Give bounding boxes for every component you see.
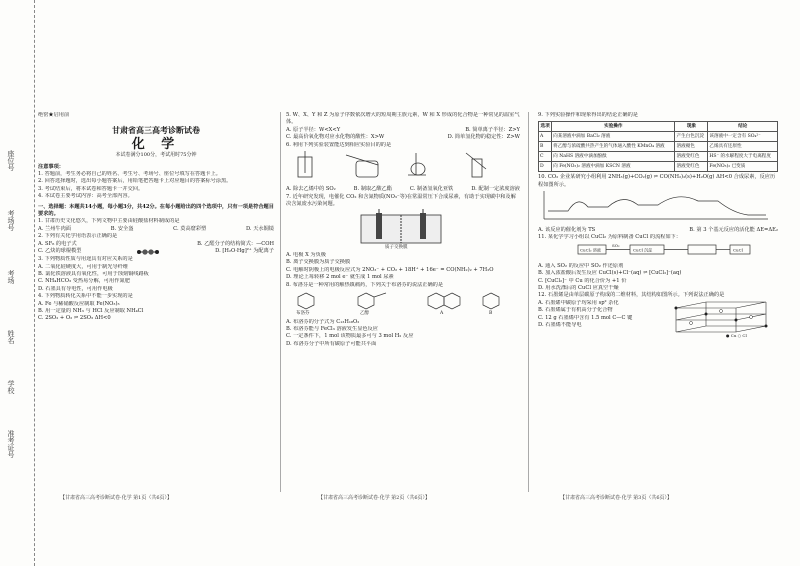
option: D. 简单氢化物的稳定性：Z>W xyxy=(447,134,520,141)
membrane-label: 质子交换膜 xyxy=(385,244,408,249)
page-footer: 【甘肃省高三高考诊断试卷·化学 第3页（共6页）】 xyxy=(560,495,673,501)
question-2-options xyxy=(38,241,274,248)
flow-box-label: SO₂ xyxy=(612,243,620,249)
page-2-column xyxy=(286,112,520,492)
table-cell: 向 NaHS 溶液中滴加酚酞 xyxy=(552,152,675,162)
table-cell: 产生白色沉淀 xyxy=(675,132,708,142)
option: A. 石墨烯中碳原子均采用 sp² 杂化 xyxy=(538,299,619,306)
column-divider xyxy=(280,112,281,492)
table-cell: 乙烯具有还原性 xyxy=(708,142,778,152)
confidential-tag: 绝密★启用前 xyxy=(38,112,70,118)
binding-label: 学校 xyxy=(7,380,15,394)
notice-title: 注意事项： xyxy=(38,163,64,170)
question-5-options xyxy=(286,134,520,141)
table-cell: A xyxy=(539,132,552,142)
option: C. 制备氢氧化亚铁 xyxy=(409,186,454,193)
question-9: 9. 下列实验操作和现象得出的结论正确的是 xyxy=(538,112,638,118)
option: A. 该反应的催化剂为 TS xyxy=(538,226,596,233)
question-2: 2. 下列有关化学用语表示正确的是 xyxy=(38,233,118,240)
option: D. [H₂O·Hg]²⁺ 为配离子 xyxy=(215,248,274,255)
option: D. 配制一定浓度溶液 xyxy=(471,186,520,193)
option: C. 电解时阴极上的电极反应式为 2NO₃⁻ + CO₂ + 18H⁺ + 16e⁻ = CO(NH₂)₂ + 7H₂O xyxy=(286,266,494,273)
option: A. 布洛芬的分子式为 C₁₃H₁₈O₂ xyxy=(286,318,360,325)
table-row xyxy=(539,152,778,162)
table-row xyxy=(539,162,778,172)
ball-stick-model-icon xyxy=(136,248,160,256)
option: B. 第 3 个基元反应的活化能 ΔE=ΔE₂ xyxy=(689,226,778,233)
subject-title: 化 学 xyxy=(131,136,181,152)
table-cell: 向某溶液中滴加 BaCl₂ 溶液 xyxy=(552,132,675,142)
question-8: 8. 布洛芬是一种常用的解热镇痛药，下列关于布洛芬的说法正确的是 xyxy=(286,281,444,288)
option: B. 布洛芬能与 FeCl₃ 溶液发生显色反应 xyxy=(286,325,378,332)
structure-label: 布洛芬 xyxy=(296,311,310,316)
notice-item: 4. 本试卷主要考试内容：高考全部内容。 xyxy=(38,193,133,200)
table-header: 选项 xyxy=(539,122,552,132)
option: D. 石墨具有导电性，可用作电极 xyxy=(38,285,113,292)
table-row xyxy=(539,142,778,152)
option: B. 制取乙酸乙酯 xyxy=(353,186,392,193)
table-header: 现象 xyxy=(675,122,708,132)
flow-box-label: CuCl 沉淀 xyxy=(633,247,653,253)
binding-label: 考场号 xyxy=(7,210,15,231)
option: D. 用水洗涤后的 CuCl 应真空干燥 xyxy=(538,285,619,292)
option: C. 莫高窟彩塑 xyxy=(173,225,207,232)
table-header: 实验操作 xyxy=(552,122,675,132)
table-header-row xyxy=(539,122,778,132)
structure-label: 乙醇 xyxy=(360,311,369,316)
option: C. 2SO₂ + O₂ ⇌ 2SO₃ ΔH<0 xyxy=(38,315,111,322)
exam-title: 甘肃省高三高考诊断试卷 xyxy=(112,125,200,136)
flow-box-label: CuCl xyxy=(733,247,743,253)
structure-label: A xyxy=(440,311,444,316)
table-cell: C xyxy=(539,152,552,162)
table-header: 结论 xyxy=(708,122,778,132)
table-cell: D xyxy=(539,162,552,172)
binding-label: 姓名 xyxy=(7,330,15,344)
table-cell: Fe(NO₃)₂ 已变质 xyxy=(708,162,778,172)
question-3: 3. 下列物质性质与用途具有对应关系的是 xyxy=(38,256,133,263)
notice-item: 1. 答题前，考生务必将自己的姓名、考生号、考场号、座位号填写在答题卡上。 xyxy=(38,171,221,178)
binding-label: 座位号 xyxy=(7,150,15,171)
question-12-options xyxy=(538,300,658,330)
option: B. 离子交换膜为质子交换膜 xyxy=(286,259,351,266)
electrolysis-cell-figure xyxy=(286,209,516,249)
option: C. 12 g 石墨烯中含有 1.5 mol C—C 键 xyxy=(538,314,633,321)
option: A. Fe 与稀硝酸反应制取 Fe(NO₃)₃ xyxy=(38,300,120,307)
question-10-options xyxy=(538,227,778,234)
option: B. 石墨烯属于有机高分子化合物 xyxy=(538,307,613,314)
table-cell: 将乙醇与浓硫酸共热产生的气体通入酸性 KMnO₄ 溶液 xyxy=(552,142,675,152)
lattice-legend: ● Cu ○ Cl xyxy=(726,332,747,338)
page-1-column xyxy=(38,112,274,492)
option: A. SF₆ 的电子式 xyxy=(38,240,77,247)
option: D. 天水铜镜 xyxy=(245,225,274,232)
question-2-options xyxy=(38,248,274,256)
question-12: 12. 石墨烯是由单层碳原子构成的二维材料，其结构如图所示。下列说法正确的是 xyxy=(538,292,725,299)
table-cell: 溶液变红色 xyxy=(675,162,708,172)
table-cell: 向 Fe(NO₃)₂ 溶液中滴加 KSCN 溶液 xyxy=(552,162,675,172)
binding-label: 考场 xyxy=(7,270,15,284)
question-7: 7. 近年研究发现，电催化 CO₂ 和含氮物质(NO₃⁻等)在常温常压下合成尿素，有助于实现碳中和及解决含氮废水污染问题。 xyxy=(286,193,516,208)
structure-label: B xyxy=(489,311,493,316)
option: A. 电极 X 为负极 xyxy=(286,252,326,259)
option: A. 除去乙烯中的 SO₂ xyxy=(286,186,336,193)
option: C. [CuCl₂]⁻ 中 Cu 的化合价为 +1 价 xyxy=(538,277,627,284)
notice-item: 2. 回答选择题时，选出每小题答案后，用铅笔把答题卡上对应题目的答案标号涂黑。 xyxy=(38,178,232,185)
binding-label: 准考证号 xyxy=(7,430,15,458)
option: C. 一定条件下，1 mol 该物质最多可与 3 mol H₂ 反应 xyxy=(286,333,414,340)
section-heading: 一、选择题：本题共14小题，每小题3分，共42分。在每小题给出的四个选项中，只有一项是符合题目要求的。 xyxy=(38,203,274,218)
crystal-lattice-figure xyxy=(666,300,774,338)
option: D. 布洛芬分子中所有碳原子可能共平面 xyxy=(286,340,377,347)
option: A. 二氧化硅硬度大，可用于制光导纤维 xyxy=(38,263,129,270)
option: B. 乙醛分子的结构简式：—COH xyxy=(197,240,274,247)
option: B. 氯化铁溶液具有氧化性，可用于蚀刻铜线路板 xyxy=(38,270,149,277)
option: D. 理论上每转移 2 mol e⁻ 就生成 1 mol 尿素 xyxy=(286,274,394,281)
exam-meta: 本试卷满分100分，考试用时75分钟 xyxy=(115,152,197,159)
binding-margin xyxy=(0,0,35,566)
option: C. 乙炔的球棍模型 xyxy=(38,248,82,255)
question-6: 6. 利用下列实验装置能达到相应实验目的的是 xyxy=(286,141,392,148)
table-cell: 溶液褪色 xyxy=(675,142,708,152)
table-row xyxy=(539,132,778,142)
lab-apparatus-figure xyxy=(286,149,516,183)
option: A. 原子半径：W<X<Y xyxy=(286,126,341,133)
option: B. 安全盔 xyxy=(110,225,134,232)
page-3-column xyxy=(538,112,778,492)
option: C. 最高价氧化物对应水化物的酸性：X>W xyxy=(286,134,385,141)
table-cell: 该溶液中一定含有 SO₄²⁻ xyxy=(708,132,778,142)
option: B. 用一定量的 NH₃ 与 HCl 反应制取 NH₄Cl xyxy=(38,307,144,314)
question-10: 10. CO₂ 企业某研究小组利用 2NH₃(g)+CO₂(g) ⇌ CO(NH₂)₂(s)+H₂O(g) ΔH<0 合成尿素，反应历程如图所示。 xyxy=(538,174,776,188)
table-cell: B xyxy=(539,142,552,152)
page-footer: 【甘肃省高三高考诊断试卷·化学 第1页（共6页）】 xyxy=(60,495,173,501)
process-flow-diagram xyxy=(538,241,774,259)
page-footer: 【甘肃省高三高考诊断试卷·化学 第2页（共6页）】 xyxy=(318,495,431,501)
option: B. 简单离子半径：Z>Y xyxy=(465,126,520,133)
notice-item: 3. 考试结束后，将本试卷和答题卡一并交回。 xyxy=(38,185,144,192)
question-1: 1. 甘肃历史文化悠久，下列文物中主要由硅酸盐材料制成的是 xyxy=(38,218,180,225)
option: A. 兰州牛肉面 xyxy=(38,225,71,232)
question-11: 11. 某化学学习小组以 CuCl₂ 为原料制备 CuCl 的流程如下： xyxy=(538,234,682,241)
option: D. 石墨烯不能导电 xyxy=(538,322,582,329)
flow-box-label: CuCl₂ 溶液 xyxy=(580,247,601,253)
option: A. 通入 SO₂ 的反应中 SO₂ 作还原剂 xyxy=(538,262,624,269)
column-divider xyxy=(528,112,529,492)
question-5: 5. W、X、Y 和 Z 为原子序数依次增大的短周期主族元素，W 和 X 形成的化合物是一种常见的温室气体。 xyxy=(286,112,520,126)
question-6-options xyxy=(286,186,520,193)
table-cell: HS⁻ 的水解程度大于电离程度 xyxy=(708,152,778,162)
option: C. NH₄HCO₃ 受热易分解，可用作氮肥 xyxy=(38,278,130,285)
table-cell: 溶液变红色 xyxy=(675,152,708,162)
experiment-table xyxy=(538,121,778,172)
question-4: 4. 下列物质转化关系中不能一步实现的是 xyxy=(38,293,133,300)
question-12-block xyxy=(538,300,778,338)
question-1-options xyxy=(38,226,274,233)
molecule-structures-figure xyxy=(286,289,516,315)
reaction-energy-diagram xyxy=(538,189,774,223)
option: B. 加入浓盐酸后发生反应 CuCl(s)+Cl⁻(aq) ⇌ [CuCl₂]⁻(aq) xyxy=(538,270,682,277)
